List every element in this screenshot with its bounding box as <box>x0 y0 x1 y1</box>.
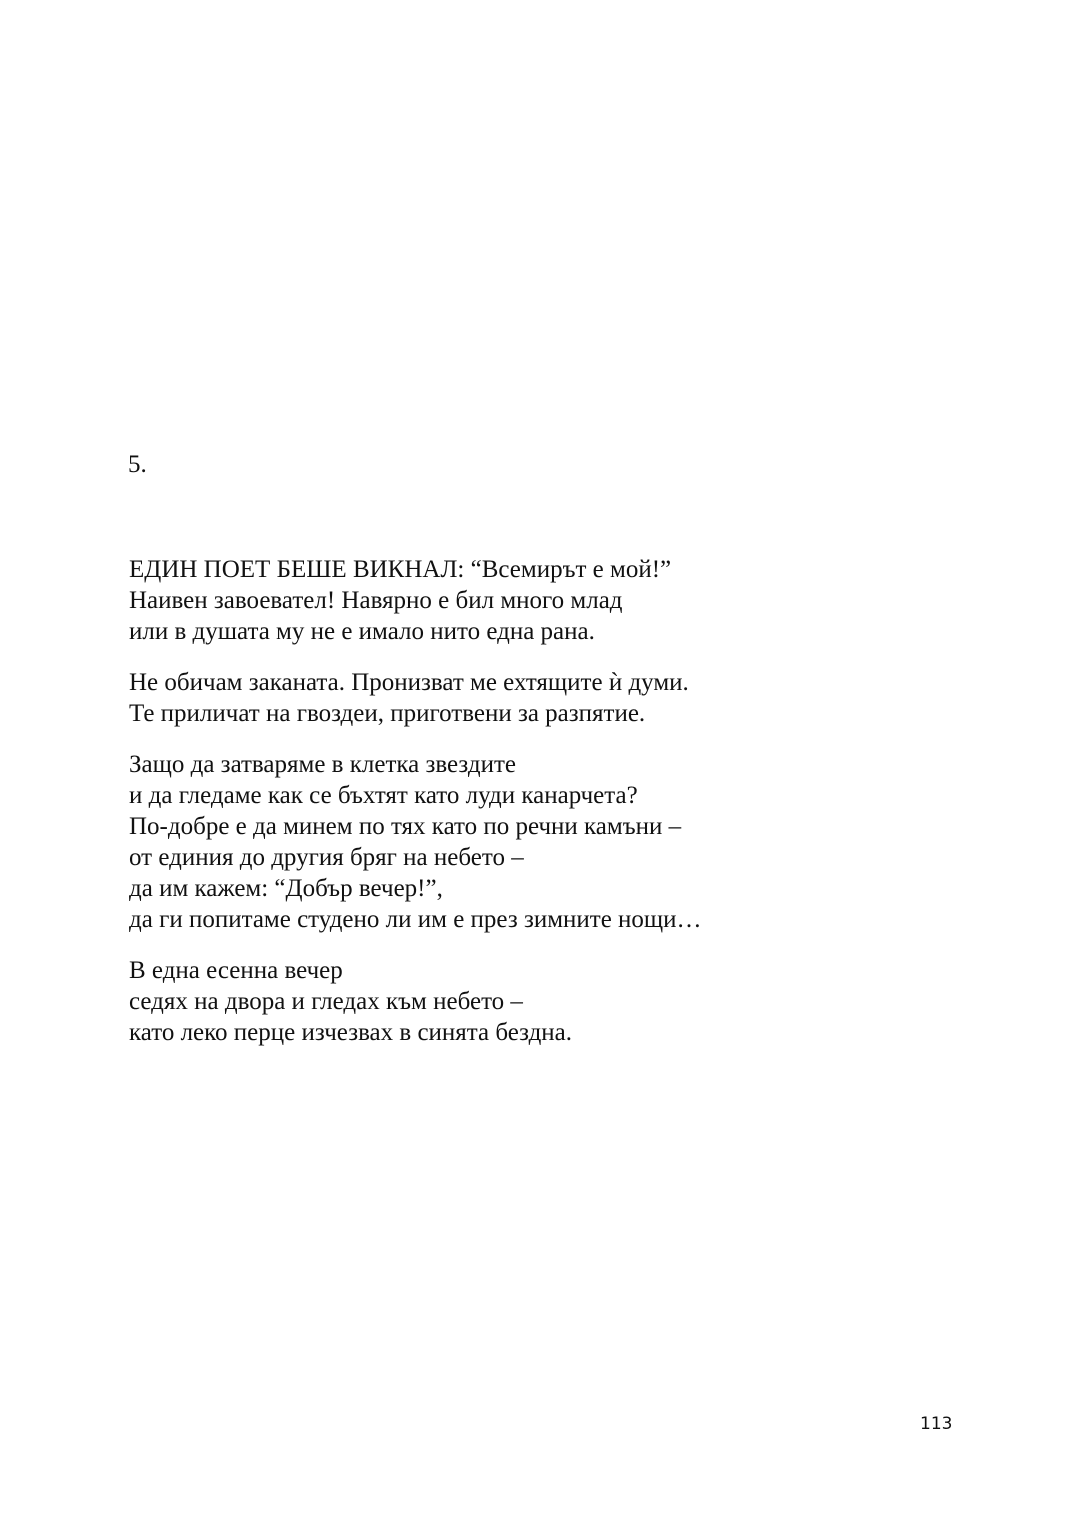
poem-line: да ги попитаме студено ли им е през зимните нощи… <box>129 906 702 933</box>
poem-line: В една есенна вечер <box>129 957 343 984</box>
poem-line: Те приличат на гвоздеи, приготвени за разпятие. <box>129 700 646 727</box>
poem-line: от единия до другия бряг на небето – <box>129 844 524 871</box>
poem-line: да им кажем: “Добър вечер!”, <box>129 875 443 902</box>
page-number: 113 <box>920 1414 953 1434</box>
poem-line: ЕДИН ПОЕТ БЕШЕ ВИКНАЛ: “Всемирът е мой!” <box>129 556 672 583</box>
poem-line: По-добре е да минем по тях като по речни камъни – <box>129 813 682 840</box>
poem-line: и да гледаме как се бъхтят като луди канарчета? <box>129 782 638 809</box>
poem-line: като леко перце изчезвах в синята бездна. <box>129 1019 573 1046</box>
poem-line: или в душата му не е имало нито една рана. <box>129 618 595 645</box>
stanza-2 <box>129 667 989 729</box>
stanza-1 <box>129 554 989 647</box>
section-number: 5. <box>128 451 147 478</box>
poem-line: Защо да затваряме в клетка звездите <box>129 751 516 778</box>
stanza-3 <box>129 749 989 935</box>
poem-line: Наивен завоевател! Навярно е бил много млад <box>129 587 623 614</box>
stanza-4 <box>129 955 989 1048</box>
poem-line: Не обичам заканата. Пронизват ме ехтящите ѝ думи. <box>129 669 689 696</box>
poem <box>129 554 989 1068</box>
poem-line: седях на двора и гледах към небето – <box>129 988 523 1015</box>
